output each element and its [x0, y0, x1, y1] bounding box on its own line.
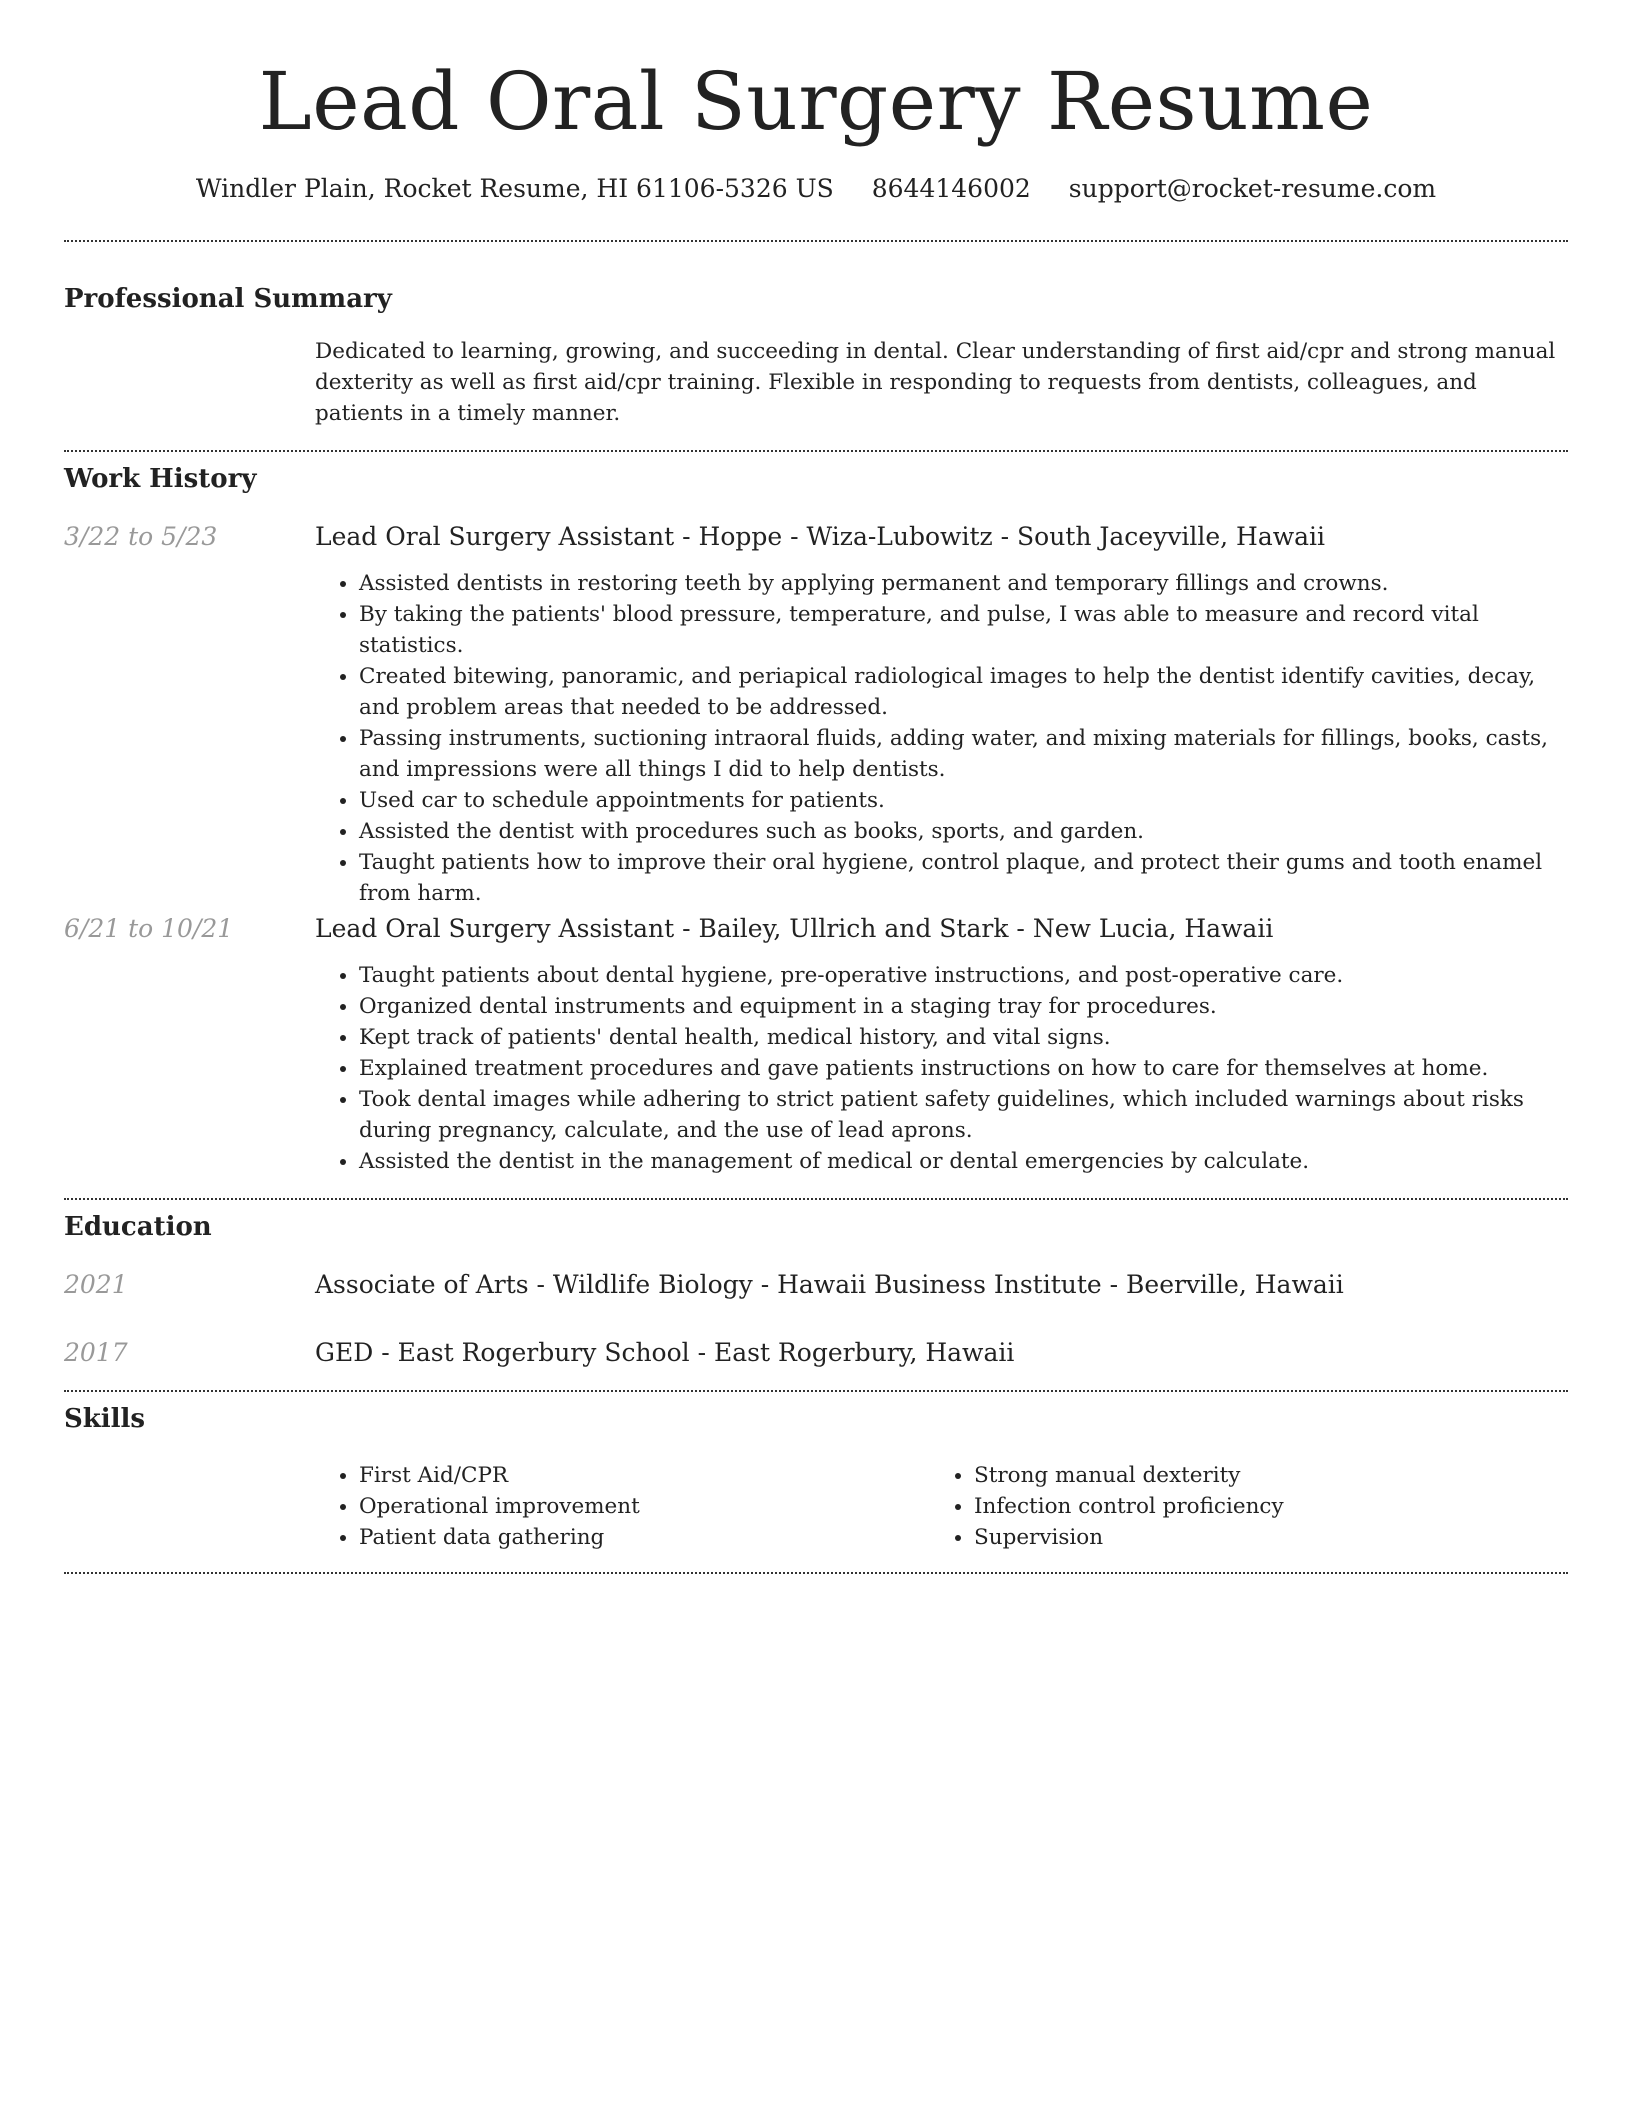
job-bullets	[315, 960, 1568, 1177]
skill-item: • Infection control proficiency	[974, 1491, 1545, 1522]
section-divider	[64, 1572, 1568, 1574]
list-item: • Taught patients about dental hygiene, pre-operative instructions, and post-operative care.	[359, 960, 1568, 991]
contact-phone: 8644146002	[871, 174, 1031, 203]
list-item: • Assisted dentists in restoring teeth by applying permanent and temporary fillings and crowns.	[359, 568, 1568, 599]
education-heading: Education	[64, 1212, 212, 1242]
list-item: • Taught patients how to improve their oral hygiene, control plaque, and protect their gums and tooth enamel from harm.	[359, 847, 1568, 909]
education-text: Associate of Arts - Wildlife Biology - Hawaii Business Institute - Beerville, Hawaii	[315, 1270, 1344, 1299]
resume-page	[64, 0, 1568, 1574]
summary-heading: Professional Summary	[64, 284, 392, 314]
list-item: • Organized dental instruments and equipment in a staging tray for procedures.	[359, 991, 1568, 1022]
list-item: • By taking the patients' blood pressure, temperature, and pulse, I was able to measure and record vital statistics.	[359, 599, 1568, 661]
job-entry	[64, 520, 1568, 912]
contact-address: Windler Plain, Rocket Resume, HI 61106-5326 US	[195, 174, 834, 203]
list-item: • Explained treatment procedures and gave patients instructions on how to care for themselves at home.	[359, 1053, 1568, 1084]
education-entry	[64, 1336, 1568, 1404]
job-title: Lead Oral Surgery Assistant	[315, 522, 675, 551]
resume-title: Lead Oral Surgery Resume	[258, 55, 1374, 148]
work-history-heading: Work History	[64, 464, 257, 494]
summary-section	[64, 242, 1568, 450]
list-item: • Used car to schedule appointments for patients.	[359, 785, 1568, 816]
skills-heading: Skills	[64, 1404, 146, 1434]
education-section	[64, 1200, 1568, 1390]
list-item: • Assisted the dentist with procedures such as books, sports, and garden.	[359, 816, 1568, 847]
contact-line	[64, 152, 1568, 240]
job-heading	[315, 912, 1568, 946]
list-item: • Kept track of patients' dental health, medical history, and vital signs.	[359, 1022, 1568, 1053]
work-history-section	[64, 452, 1568, 1198]
education-date: 2021	[64, 1270, 128, 1299]
skill-item: • Strong manual dexterity	[974, 1460, 1545, 1491]
skill-item: • First Aid/CPR	[359, 1460, 930, 1491]
skill-item: • Operational improvement	[359, 1491, 930, 1522]
job-details: - Bailey, Ullrich and Stark - New Lucia, Hawaii	[674, 914, 1274, 943]
skills-column-right	[930, 1460, 1545, 1553]
job-date: 6/21 to 10/21	[64, 914, 234, 943]
education-text: GED - East Rogerbury School - East Rogerbury, Hawaii	[315, 1338, 1015, 1367]
list-item: • Passing instruments, suctioning intraoral fluids, adding water, and mixing materials for fillings, books, casts, and impressions were all things I did to help dentists.	[359, 723, 1568, 785]
job-bullets	[315, 568, 1568, 909]
skills-section	[64, 1392, 1568, 1572]
job-date: 3/22 to 5/23	[64, 522, 218, 551]
list-item: • Assisted the dentist in the management of medical or dental emergencies by calculate.	[359, 1146, 1568, 1177]
skills-grid	[315, 1460, 1568, 1553]
job-heading	[315, 520, 1568, 554]
skill-item: • Supervision	[974, 1522, 1545, 1553]
skill-item: • Patient data gathering	[359, 1522, 930, 1553]
summary-text: Dedicated to learning, growing, and succeeding in dental. Clear understanding of first aid/cpr and strong manual dexterity as well as first aid/cpr training. Flexible in responding to requests from dentists, colleagues, and patients in a timely manner.	[315, 339, 1556, 426]
education-entry	[64, 1268, 1568, 1336]
job-details: - Hoppe - Wiza-Lubowitz - South Jaceyville, Hawaii	[674, 522, 1326, 551]
education-date: 2017	[64, 1338, 128, 1367]
contact-email: support@rocket-resume.com	[1068, 174, 1437, 203]
job-title: Lead Oral Surgery Assistant	[315, 914, 675, 943]
skills-column-left	[315, 1460, 930, 1553]
list-item: • Took dental images while adhering to strict patient safety guidelines, which included warnings about risks during pregnancy, calculate, and the use of lead aprons.	[359, 1084, 1568, 1146]
job-entry	[64, 912, 1568, 1177]
list-item: • Created bitewing, panoramic, and periapical radiological images to help the dentist identify cavities, decay, and problem areas that needed to be addressed.	[359, 661, 1568, 723]
